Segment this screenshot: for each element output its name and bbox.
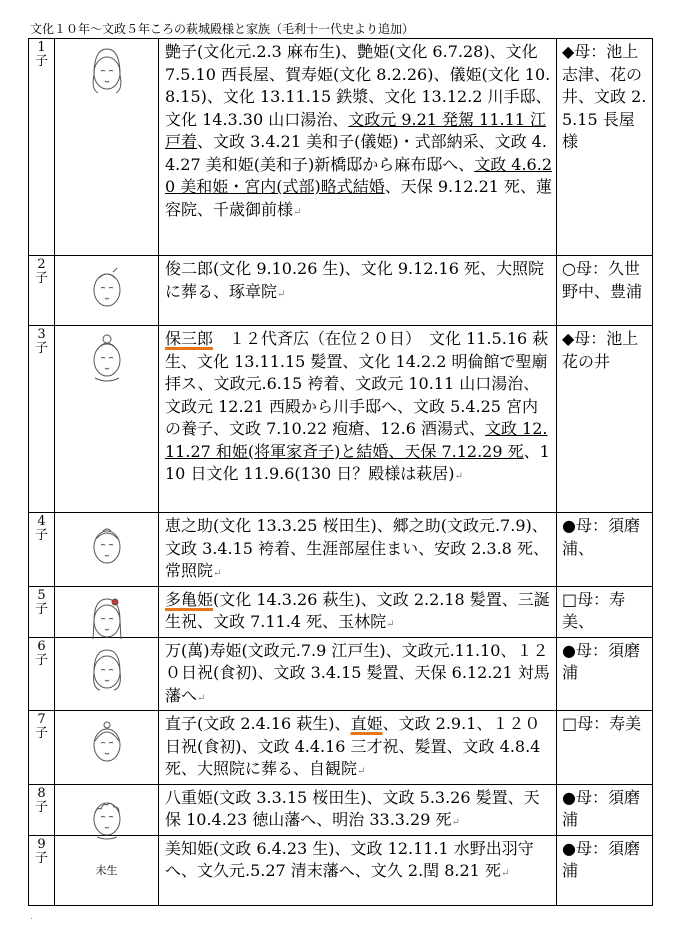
mother-text: ●母：須磨浦 [562, 787, 640, 829]
mother-text: ◆母：池上志津、花の井、文政 2.5.15 長屋様 [562, 42, 647, 151]
child-number-cell [29, 835, 55, 905]
portrait-cell [55, 256, 159, 326]
child-number: 6 [37, 638, 46, 654]
child-number-cell [29, 637, 55, 711]
woman-portrait-icon [85, 45, 129, 101]
description-segment: 美知姫(文政 6.4.23 生)、文政 12.11.1 水野出羽守へ、文久元.5.27 清末藩へ、文久 2.閏 8.21 死 [165, 838, 534, 880]
child-number: 1 [37, 40, 46, 55]
description-segment: 直子(文政 2.4.16 萩生)、 [165, 714, 351, 733]
child-number: 5 [37, 587, 46, 603]
child-number-cell [29, 586, 55, 637]
mother-cell [557, 711, 653, 785]
child-label: 子 [34, 726, 48, 741]
description-segment: 保三郎 [165, 329, 214, 348]
child-label: 子 [34, 601, 48, 617]
table-row [29, 637, 653, 711]
return-mark-icon: ↵ [357, 766, 366, 777]
table-row [29, 39, 653, 256]
table-row [29, 513, 653, 587]
child-number: 4 [37, 514, 46, 529]
mother-text: □母：寿美、 [562, 589, 626, 631]
description-segment: (文化 14.3.26 萩生)、文政 2.2.18 髪置、三誕生祝、文政 7.11.4 死、玉林院 [165, 589, 550, 631]
description-segment: 多亀姫 [165, 589, 214, 609]
child-label: 子 [34, 341, 48, 356]
child-label: 子 [34, 271, 48, 286]
mother-text: ●母：須磨浦 [562, 838, 640, 880]
child-number-cell [29, 711, 55, 785]
child-label: 子 [34, 652, 48, 668]
mother-cell [557, 513, 653, 587]
child-face-icon [85, 519, 129, 575]
child-number: 7 [37, 712, 46, 727]
child-label: 子 [34, 54, 48, 69]
child-description [159, 784, 557, 835]
return-mark-icon: ↵ [293, 206, 302, 218]
portrait-cell [55, 39, 159, 256]
family-table [28, 38, 653, 906]
description-segment: 、天保 9.12.21 死、蓮容院、千歳御前様 [165, 177, 553, 219]
description-segment: 万(萬)寿姫(文政元.7.9 江戸生)、文政元.11.10、１２０日祝(食初)、文政 3.4.15 髪置、天保 6.12.21 対馬藩へ [165, 640, 550, 705]
child-description [159, 835, 557, 905]
portrait-cell [55, 513, 159, 587]
return-mark-icon: ↵ [213, 568, 222, 579]
baby-face-icon [85, 262, 129, 318]
return-mark-icon: ↵ [277, 288, 286, 300]
return-mark-icon: ↵ [451, 817, 460, 828]
portrait-cell [55, 637, 159, 711]
child-number-cell [29, 513, 55, 587]
young-lord-portrait-icon [85, 332, 129, 388]
child-number-cell [29, 256, 55, 326]
mother-cell [557, 784, 653, 835]
mother-cell [557, 256, 653, 326]
description-segment: 、110 日文化 11.9.6(130 日？殿様は萩居) [165, 441, 550, 483]
portrait-cell [55, 326, 159, 513]
description-segment: 、文政 3.4.21 美和子(儀姫)・式部納采、文政 4.4.27 美和姫(美和子)新橋邸から麻布邸へ、 [165, 132, 547, 174]
portrait-cell [55, 784, 159, 835]
child-number-cell [29, 39, 55, 256]
mother-text: ○母：久世野中、豊浦 [562, 259, 643, 301]
child-description [159, 513, 557, 587]
description-segment: 艶子(文化元.2.3 麻布生)、艶姫(文化 6.7.28)、文化 7.5.10 西長屋、賀寿姫(文化 8.2.26)、儀姫(文化 10.8.15)、文化 13.11.15 鉄漿、文化 13.12.2 川手邸、文化 14.3.30 山口湯治、 [165, 42, 552, 129]
mother-text: ●母：須磨浦 [562, 640, 640, 682]
table-row [29, 586, 653, 637]
return-mark-icon: ↵ [500, 868, 510, 879]
portrait-cell [55, 711, 159, 785]
table-row [29, 326, 653, 513]
girl-face-icon [85, 644, 129, 700]
child-label: 子 [34, 528, 48, 543]
portrait-cell [55, 586, 159, 637]
child-number: 2 [37, 257, 46, 272]
table-row [29, 711, 653, 785]
child-number: 3 [37, 327, 46, 342]
child-label: 子 [34, 799, 48, 815]
paragraph-mark: . [30, 912, 33, 922]
return-mark-icon: ↵ [386, 619, 395, 630]
child-number: 9 [37, 836, 46, 852]
mother-text: ◆母：池上花の井 [562, 329, 639, 371]
child-description [159, 326, 557, 513]
description-segment: 恵之助(文化 13.3.25 桜田生)、郷之助(文政元.7.9)、文政 3.4.15 袴着、生涯部屋住まい、安政 2.3.8 死、常照院 [165, 516, 549, 580]
child-description [159, 637, 557, 711]
mother-text: □母：寿美 [562, 714, 642, 733]
young-girl-face-icon [85, 717, 129, 773]
mother-text: ●母：須磨浦、 [562, 516, 640, 558]
child-number-cell [29, 784, 55, 835]
child-description [159, 256, 557, 326]
child-description [159, 711, 557, 785]
unborn-label: 未生 [95, 863, 118, 877]
child-number-cell [29, 326, 55, 513]
mother-cell [557, 637, 653, 711]
return-mark-icon: ↵ [454, 471, 463, 482]
child-label: 子 [34, 850, 48, 866]
table-row [29, 256, 653, 326]
mother-cell [557, 39, 653, 256]
description-segment: 俊二郎(文化 9.10.26 生)、文化 9.12.16 死、大照院に葬る、琢章院 [165, 259, 544, 301]
description-segment: １２代斉広（在位２０日） 文化 11.5.16 萩生、文化 13.11.15 髪置、文化 14.2.2 明倫館で聖廟拝ス、文政元.6.15 袴着、文政元 10.11 山口湯治、文政元 12.21 西殿から川手邸へ、文政 5.4.25 宮内の養子、文政 7.10.22 疱瘡、12.6 酒湯式、 [165, 329, 549, 438]
return-mark-icon: ↵ [197, 692, 206, 704]
description-segment: 文政元 9.21 発駕 11.11 江戸着 [165, 109, 547, 151]
description-segment: 八重姫(文政 3.3.15 桜田生)、文政 5.3.26 髪置、天保 10.4.23 徳山藩へ、明治 33.3.29 死 [165, 787, 540, 829]
child-number: 8 [37, 785, 46, 801]
mother-cell [557, 326, 653, 513]
table-row [29, 835, 653, 905]
portrait-cell [55, 835, 159, 905]
description-segment: 、文政 2.9.1、１２０日祝(食初)、文政 4.4.16 三才祝、髪置、文政 4.8.4 死、大照院に葬る、自観院 [165, 714, 541, 778]
mother-cell [557, 586, 653, 637]
description-segment: 文政 4.6.20 美和姫・宮内(式部)略式結婚 [165, 154, 553, 196]
description-segment: 直姫 [350, 714, 383, 733]
mother-cell [557, 835, 653, 905]
page-title: 文化１０年〜文政５年ころの萩城殿様と家族（毛利十一代史より追加） [30, 22, 415, 36]
child-description [159, 39, 557, 256]
description-segment: 文政 12.11.27 和姫(将軍家斉子)と結婚、天保 7.12.29 死 [165, 419, 548, 461]
table-row [29, 784, 653, 835]
child-description [159, 586, 557, 637]
